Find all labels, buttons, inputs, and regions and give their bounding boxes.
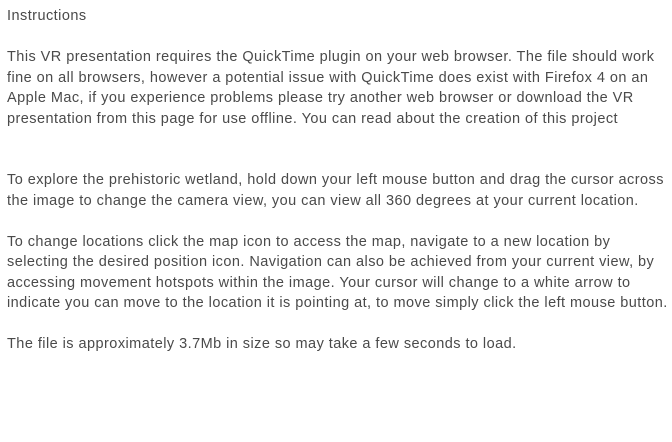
- instructions-page: [7, 6, 669, 355]
- plugin-requirements-paragraph: This VR presentation requires the QuickTime plugin on your web browser. The file should work fine on all browsers, however a potential issue with QuickTime does exist with Firefox 4 on an Apple Mac, if you experience problems please try another web browser or download the VR presentation from this page for use offline. You can read about the creation of this project: [7, 49, 655, 127]
- file-size-paragraph: The file is approximately 3.7Mb in size so may take a few seconds to load.: [7, 336, 517, 352]
- page-heading: Instructions: [7, 8, 87, 24]
- navigation-paragraph: To change locations click the map icon to access the map, navigate to a new location by selecting the desired position icon. Navigation can also be achieved from your current view, by accessing movement hotspots within the image. Your cursor will change to a white arrow to indicate you can move to the location it is pointing at, to move simply click the left mouse button.: [7, 233, 668, 311]
- camera-view-paragraph: To explore the prehistoric wetland, hold down your left mouse button and drag the cursor across the image to change the camera view, you can view all 360 degrees at your current location.: [7, 172, 664, 209]
